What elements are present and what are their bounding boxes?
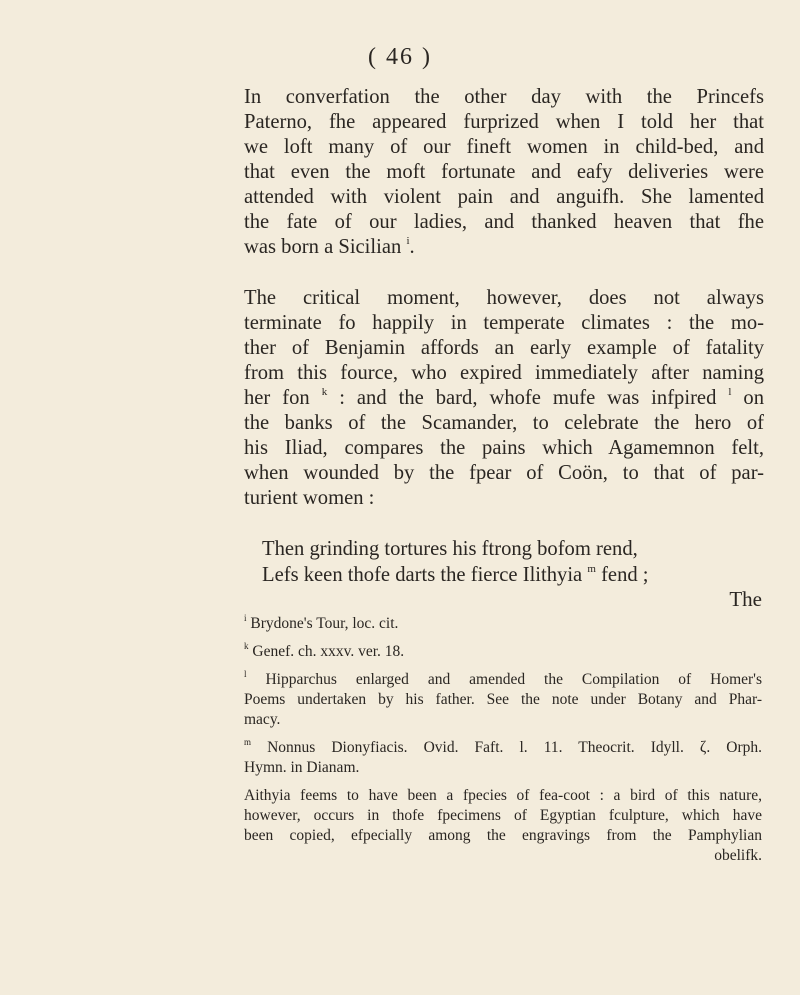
- text-line: attended with violent pain and anguifh. She lamented: [244, 186, 764, 208]
- text-segment: : and the bard, whofe mufe was infpired: [327, 387, 717, 409]
- footnote-m: [244, 738, 762, 778]
- page-number: ( 46 ): [368, 44, 432, 70]
- footnote-l: [244, 670, 762, 730]
- text-segment: on: [731, 387, 764, 409]
- text-segment: .: [409, 236, 415, 258]
- paragraph-1: [244, 85, 764, 260]
- text-line: The critical moment, however, does not always: [244, 287, 764, 309]
- text-segment: Nonnus Dionyfiacis. Ovid. Faft. l. 11. Theocrit. Idyll. ζ. Orph.: [267, 739, 762, 756]
- footnote-ref-l: l: [728, 386, 732, 398]
- text-line: ther of Benjamin affords an early example of fatality: [244, 337, 764, 359]
- text-segment: Lefs keen thofe darts the fierce Ilithyia: [262, 564, 583, 586]
- text-line: the fate of our ladies, and thanked heaven that fhe: [244, 211, 764, 233]
- text-line: [244, 386, 764, 411]
- text-line: Paterno, fhe appeared furprized when I told her that: [244, 111, 764, 133]
- text-line: we loft many of our fineft women in child-bed, and: [244, 136, 764, 158]
- text-line: terminate fo happily in temperate climates : the mo-: [244, 312, 764, 334]
- footnote-line: Hymn. in Dianam.: [244, 759, 360, 776]
- footnote-line: obelifk.: [714, 847, 762, 864]
- footnotes: [244, 614, 762, 872]
- footnote-ref-k: k: [321, 386, 328, 398]
- footnote-mark: m: [244, 737, 252, 747]
- text-line: [244, 235, 764, 260]
- footnote-line: [244, 670, 762, 690]
- text-segment: Genef. ch. xxxv. ver. 18.: [252, 643, 405, 660]
- verse-line: Then grinding tortures his ftrong bofom rend,: [262, 538, 638, 560]
- footnote-mark: i: [244, 613, 247, 623]
- text-line: his Iliad, compares the pains which Agamemnon felt,: [244, 437, 764, 459]
- text-line: turient women :: [244, 487, 375, 509]
- verse-line: [262, 562, 762, 588]
- verse-quotation: [262, 536, 762, 588]
- text-line: the banks of the Scamander, to celebrate the hero of: [244, 412, 764, 434]
- text-segment: was born a Sicilian: [244, 236, 402, 258]
- footnote-mark: k: [244, 641, 249, 651]
- text-segment: Hipparchus enlarged and amended the Compilation of Homer's: [265, 671, 763, 688]
- text-line: from this fource, who expired immediately after naming: [244, 362, 764, 384]
- footnote-line: however, occurs in thofe fpecimens of Egyptian fculpture, which have: [244, 807, 762, 824]
- footnote-aithyia: [244, 786, 762, 866]
- footnote-line: [244, 614, 762, 634]
- text-segment: fend ;: [595, 564, 649, 586]
- footnote-line: Poems undertaken by his father. See the note under Botany and Phar-: [244, 691, 762, 708]
- footnote-line: Aithyia feems to have been a fpecies of fea-coot : a bird of this nature,: [244, 787, 762, 804]
- catchword: The: [729, 587, 762, 611]
- footnote-i: [244, 614, 762, 634]
- footnote-line: [244, 642, 762, 662]
- text-line: In converfation the other day with the Princefs: [244, 86, 764, 108]
- footnote-line: macy.: [244, 711, 281, 728]
- footnote-line: [244, 738, 762, 758]
- footnote-ref-i: i: [406, 235, 410, 247]
- text-segment: her fon: [244, 387, 310, 409]
- text-segment: Brydone's Tour, loc. cit.: [250, 615, 399, 632]
- footnote-ref-m: m: [587, 563, 596, 575]
- paragraph-2: [244, 286, 764, 511]
- text-line: that even the moft fortunate and eafy deliveries were: [244, 161, 764, 183]
- footnote-line: been copied, efpecially among the engravings from the Pamphylian: [244, 827, 762, 844]
- text-line: when wounded by the fpear of Coön, to that of par-: [244, 462, 764, 484]
- footnote-mark: l: [244, 669, 247, 679]
- footnote-k: [244, 642, 762, 662]
